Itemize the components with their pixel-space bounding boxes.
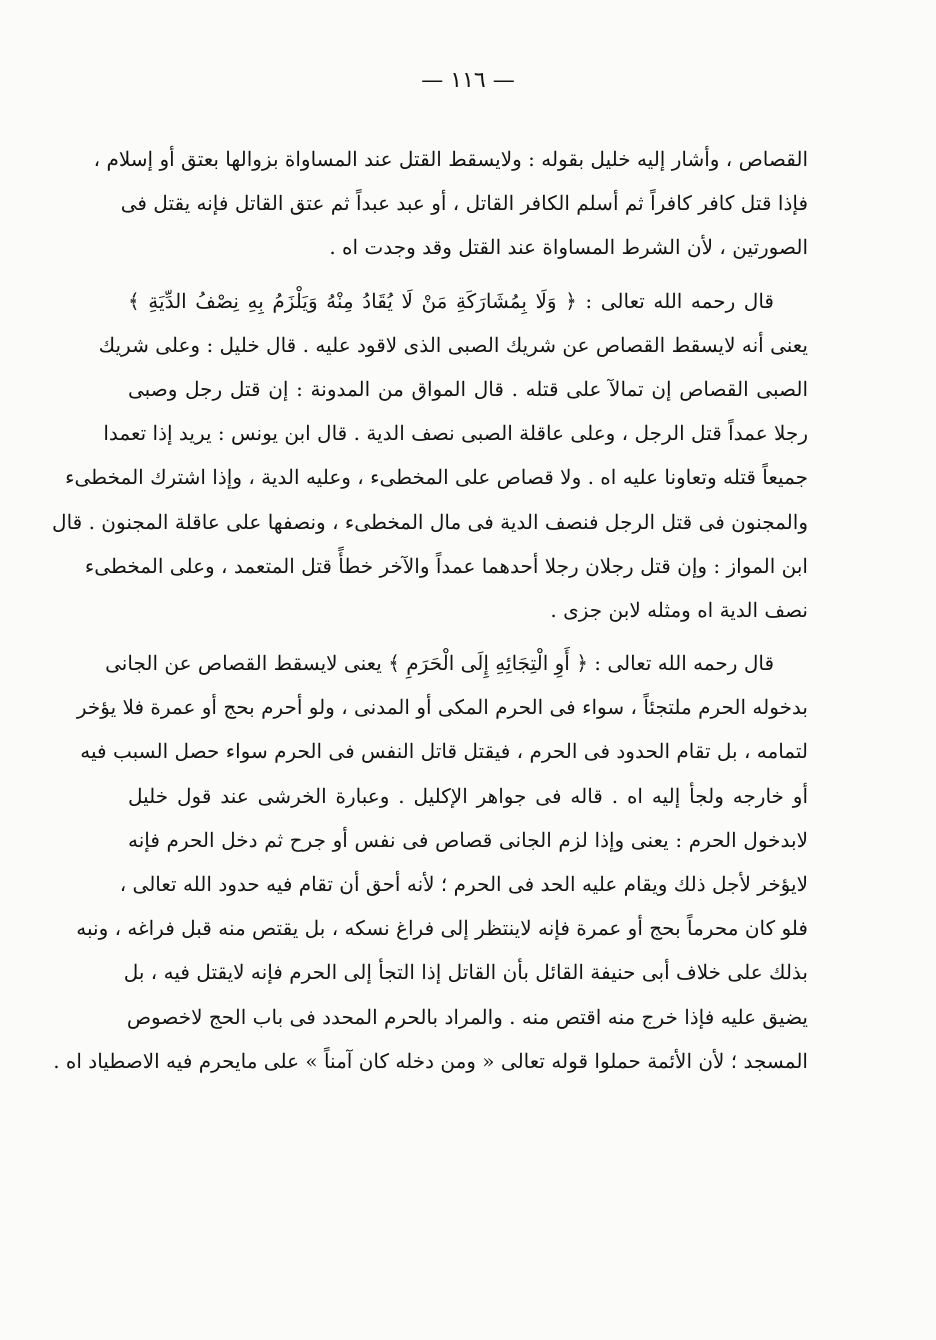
text-line: والمجنون فى قتل الرجل فنصف الدية فى مال المخطىء ، ونصفها على عاقلة المجنون . قال xyxy=(52,509,808,534)
text-line: الصبى القصاص إن تمالآ على قتله . قال المواق من المدونة : إن قتل رجل وصبى xyxy=(128,376,808,401)
text-line: لابدخول الحرم : يعنى وإذا لزم الجانى قصاص فى نفس أو جرح ثم دخل الحرم فإنه xyxy=(128,827,808,852)
text-line: نصف الدية اه ومثله لابن جزى . xyxy=(550,597,808,622)
page-number: — ١١٦ — xyxy=(421,68,515,93)
text-line: لايؤخر لأجل ذلك ويقام عليه الحد فى الحرم ؛ لأنه أحق أن تقام فيه حدود الله تعالى ، xyxy=(119,872,808,896)
text-line: فإذا قتل كافر كافراً ثم أسلم الكافر القاتل ، أو عبد عبداً ثم عتق القاتل فإنه يقتل فى xyxy=(120,191,808,216)
text-line: يضيق عليه فإذا خرج منه اقتص منه . والمراد بالحرم المحدد فى باب الحج لاخصوص xyxy=(126,1004,808,1029)
text-line: بذلك على خلاف أبى حنيفة القائل بأن القاتل إذا التجأ إلى الحرم فإنه لايقتل فيه ، بل xyxy=(123,960,808,985)
body-text xyxy=(52,137,808,1083)
text-line: جميعاً قتله وتعاونا عليه اه . ولا قصاص على المخطىء ، وعليه الدية ، وإذا اشترك المخطىء xyxy=(65,465,808,490)
text-line: بدخوله الحرم ملتجئاً ، سواء فى الحرم المكى أو المدنى ، ولو أحرم بحج أو عمرة فلا يؤخر xyxy=(76,695,808,720)
text-line: قال رحمه الله تعالى : ﴿ أَوِ الْتِجَائِهِ إِلَى الْحَرَمِ ﴾ يعنى لايسقط القصاص عن الجانى xyxy=(105,651,774,676)
text-line: القصاص ، وأشار إليه خليل بقوله : ولايسقط القتل عند المساواة بزوالها بعتق أو إسلام ، xyxy=(93,147,808,171)
text-line: قال رحمه الله تعالى : ﴿ وَلَا بِمُشَارَكَةِ مَنْ لَا يُقَادُ مِنْهُ وَيَلْزَمُ بِهِ نِصْفُ الدِّيَةِ ﴾ xyxy=(128,288,774,313)
text-line: يعنى أنه لايسقط القصاص عن شريك الصبى الذى لاقود عليه . قال خليل : وعلى شريك xyxy=(98,332,808,357)
text-line: لتمامه ، بل تقام الحدود فى الحرم ، فيقتل قاتل النفس فى الحرم سواء حصل السبب فيه xyxy=(80,739,808,764)
text-line: ابن المواز : وإن قتل رجلان رجلا أحدهما عمداً والآخر خطأً قتل المتعمد ، وعلى المخطىء xyxy=(84,553,808,578)
text-line: الصورتين ، لأن الشرط المساواة عند القتل وقد وجدت اه . xyxy=(329,235,808,260)
text-line: المسجد ؛ لأن الأئمة حملوا قوله تعالى « ومن دخله كان آمناً » على مايحرم فيه الاصطياد اه . xyxy=(53,1048,808,1073)
text-line: رجلا عمداً قتل الرجل ، وعلى عاقلة الصبى نصف الدية . قال ابن يونس : يريد إذا تعمدا xyxy=(103,421,808,446)
text-line: فلو كان محرماً بحج أو عمرة فإنه لاينتظر إلى فراغ نسكه ، بل يقتص منه قبل فراغه ، ونبه xyxy=(76,916,808,941)
text-line: أو خارجه ولجأ إليه اه . قاله فى جواهر الإكليل . وعبارة الخرشى عند قول خليل xyxy=(128,783,808,808)
